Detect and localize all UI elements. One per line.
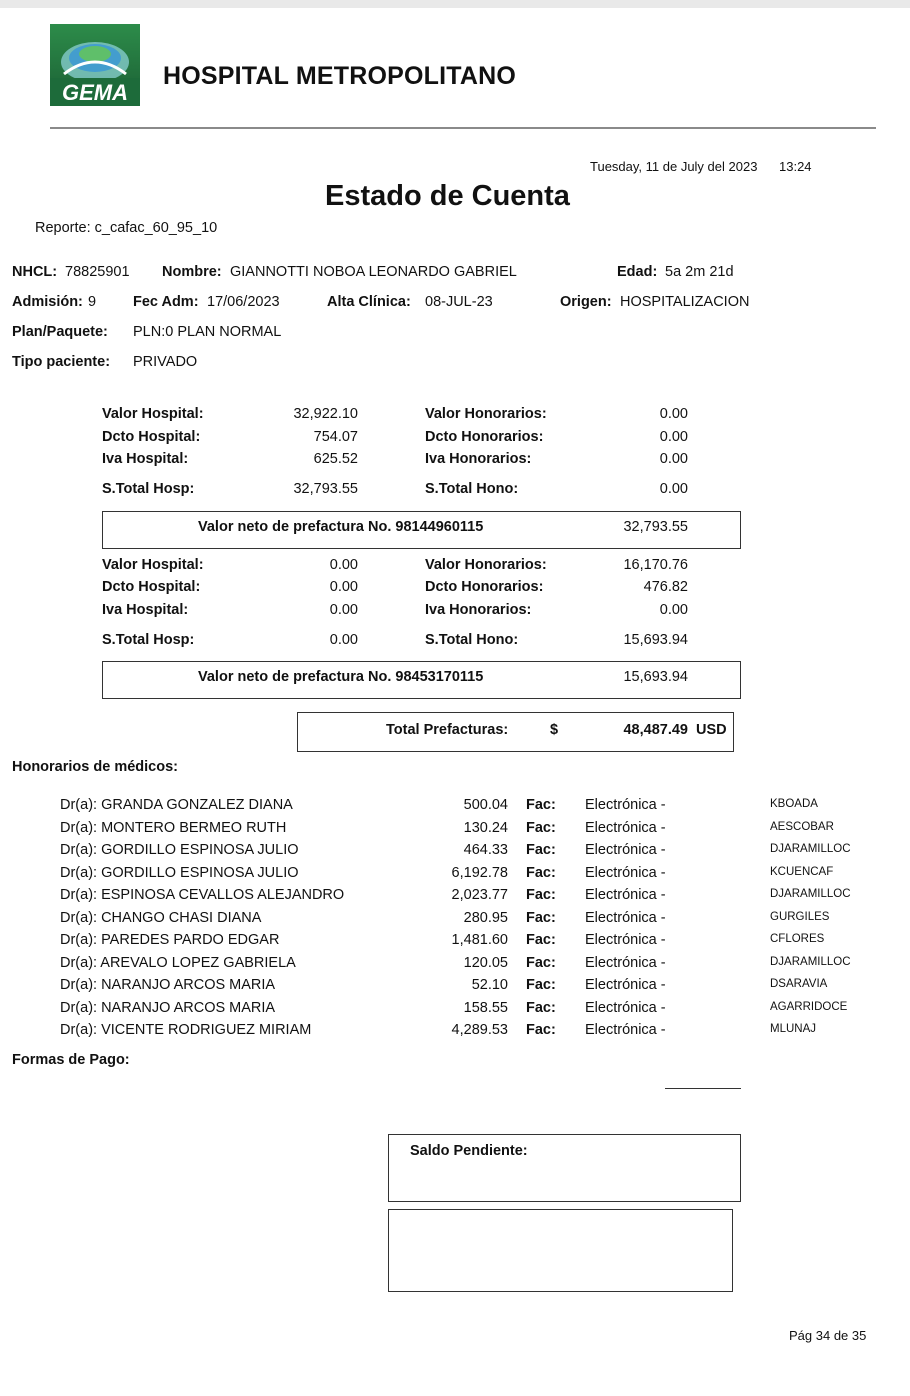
- origen-label: Origen:: [560, 294, 612, 310]
- honorario-tipo: Electrónica -: [585, 954, 666, 971]
- honorario-usuario: GURGILES: [770, 910, 830, 923]
- origen-value: HOSPITALIZACION: [620, 294, 750, 310]
- page-number: Pág 34 de 35: [789, 1328, 867, 1343]
- pf2-dcto-hospital: 0.00: [329, 579, 358, 595]
- honorario-fac-label: Fac:: [526, 887, 556, 903]
- honorario-fac-label: Fac:: [526, 797, 556, 813]
- honorario-monto: 2,023.77: [451, 887, 508, 903]
- alta-value: 08-JUL-23: [425, 294, 493, 310]
- honorario-monto: 130.24: [463, 819, 508, 836]
- honorario-medico: Dr(a): NARANJO ARCOS MARIA: [60, 977, 276, 993]
- honorario-tipo: Electrónica -: [585, 909, 666, 926]
- hospital-name: HOSPITAL METROPOLITANO: [163, 62, 517, 90]
- honorario-monto: 158.55: [463, 999, 508, 1016]
- honorario-fac-label: Fac:: [526, 977, 556, 993]
- pf2-dcto-hospital-label: Dcto Hospital:: [102, 579, 201, 595]
- formas-pago-title: Formas de Pago:: [12, 1052, 130, 1068]
- edad-value: 5a 2m 21d: [665, 264, 734, 280]
- honorario-fac-label: Fac:: [526, 932, 556, 948]
- pf1-iva-hospital-label: Iva Hospital:: [102, 451, 189, 467]
- pf1-neto-label: Valor neto de prefactura No. 98144960115: [198, 519, 484, 535]
- pf1-valor-hospital-label: Valor Hospital:: [102, 406, 204, 422]
- honorario-tipo: Electrónica -: [585, 864, 666, 881]
- total-currency-symbol: $: [550, 722, 559, 738]
- honorario-monto: 500.04: [463, 797, 508, 813]
- nhcl-label: NHCL:: [12, 264, 58, 280]
- pf1-valor-hospital: 32,922.10: [293, 406, 358, 422]
- honorario-monto: 4,289.53: [451, 1022, 508, 1038]
- honorario-fac-label: Fac:: [526, 864, 556, 881]
- report-date: Tuesday, 11 de July del 2023: [590, 159, 758, 174]
- honorario-usuario: AGARRIDOCE: [770, 1000, 848, 1013]
- honorario-fac-label: Fac:: [526, 999, 556, 1016]
- pf1-stotal-hosp-label: S.Total Hosp:: [102, 481, 195, 497]
- pf1-dcto-honorarios-label: Dcto Honorarios:: [425, 429, 544, 445]
- pf1-iva-honorarios: 0.00: [659, 451, 688, 467]
- total-label: Total Prefacturas:: [386, 722, 509, 738]
- honorario-medico: Dr(a): ESPINOSA CEVALLOS ALEJANDRO: [60, 887, 345, 903]
- pf1-dcto-hospital: 754.07: [313, 429, 358, 445]
- tipo-value: PRIVADO: [133, 354, 198, 370]
- honorario-tipo: Electrónica -: [585, 842, 666, 858]
- top-strip: [0, 0, 910, 8]
- pf1-valor-honorarios-label: Valor Honorarios:: [425, 406, 547, 422]
- pf2-valor-hospital-label: Valor Hospital:: [102, 557, 204, 573]
- pf2-neto-label: Valor neto de prefactura No. 98453170115: [198, 669, 484, 685]
- honorario-usuario: DSARAVIA: [770, 978, 828, 990]
- honorarios-title: Honorarios de médicos:: [12, 759, 178, 775]
- honorario-monto: 464.33: [463, 842, 508, 858]
- edad-label: Edad:: [617, 264, 658, 280]
- pf2-stotal-hono-label: S.Total Hono:: [425, 632, 519, 648]
- pf1-dcto-hospital-label: Dcto Hospital:: [102, 429, 201, 445]
- pf1-iva-honorarios-label: Iva Honorarios:: [425, 451, 532, 467]
- alta-label: Alta Clínica:: [327, 294, 411, 310]
- plan-value: PLN:0 PLAN NORMAL: [133, 324, 282, 340]
- pf1-stotal-hono: 0.00: [659, 481, 688, 497]
- saldo-label: Saldo Pendiente:: [410, 1143, 528, 1159]
- honorario-medico: Dr(a): GORDILLO ESPINOSA JULIO: [60, 864, 299, 881]
- honorario-usuario: DJARAMILLOC: [770, 888, 851, 900]
- honorario-medico: Dr(a): CHANGO CHASI DIANA: [60, 909, 262, 926]
- pf1-stotal-hono-label: S.Total Hono:: [425, 481, 519, 497]
- honorario-monto: 1,481.60: [451, 932, 508, 948]
- fec-adm-label: Fec Adm:: [133, 294, 199, 310]
- gema-logo: [50, 24, 140, 106]
- honorario-monto: 6,192.78: [451, 864, 508, 881]
- honorario-tipo: Electrónica -: [585, 999, 666, 1016]
- pf2-dcto-honorarios: 476.82: [643, 579, 688, 595]
- admision-label: Admisión:: [12, 294, 83, 310]
- total-value: 48,487.49: [623, 722, 688, 738]
- logo-text: GEMA: [62, 80, 128, 105]
- pf2-valor-honorarios: 16,170.76: [623, 557, 688, 573]
- pf1-valor-honorarios: 0.00: [659, 406, 688, 422]
- pf2-neto-value: 15,693.94: [623, 669, 688, 685]
- signature-line: [665, 1088, 741, 1089]
- report-time: 13:24: [779, 159, 812, 174]
- pf2-iva-honorarios-label: Iva Honorarios:: [425, 602, 532, 618]
- honorario-tipo: Electrónica -: [585, 797, 666, 813]
- honorario-tipo: Electrónica -: [585, 819, 666, 836]
- pf2-iva-hospital-label: Iva Hospital:: [102, 602, 189, 618]
- nhcl-value: 78825901: [65, 264, 130, 280]
- total-currency: USD: [696, 722, 727, 738]
- pf2-valor-honorarios-label: Valor Honorarios:: [425, 557, 547, 573]
- honorario-usuario: DJARAMILLOC: [770, 843, 851, 855]
- nombre-label: Nombre:: [162, 264, 222, 280]
- pf2-valor-hospital: 0.00: [329, 557, 358, 573]
- pf2-stotal-hosp: 0.00: [329, 632, 358, 648]
- honorario-tipo: Electrónica -: [585, 977, 666, 993]
- admision-value: 9: [88, 294, 97, 310]
- honorario-medico: Dr(a): MONTERO BERMEO RUTH: [60, 819, 287, 836]
- pf2-stotal-hono: 15,693.94: [623, 632, 688, 648]
- document-title: Estado de Cuenta: [325, 180, 570, 212]
- tipo-label: Tipo paciente:: [12, 354, 111, 370]
- honorario-usuario: AESCOBAR: [770, 820, 834, 833]
- honorario-tipo: Electrónica -: [585, 1022, 666, 1038]
- honorario-fac-label: Fac:: [526, 954, 556, 971]
- pf2-iva-hospital: 0.00: [329, 602, 358, 618]
- honorario-fac-label: Fac:: [526, 842, 556, 858]
- pf2-stotal-hosp-label: S.Total Hosp:: [102, 632, 195, 648]
- honorario-tipo: Electrónica -: [585, 932, 666, 948]
- honorario-medico: Dr(a): NARANJO ARCOS MARIA: [60, 999, 276, 1016]
- honorario-fac-label: Fac:: [526, 1022, 556, 1038]
- nombre-value: GIANNOTTI NOBOA LEONARDO GABRIEL: [230, 264, 517, 280]
- pf1-neto-value: 32,793.55: [623, 519, 688, 535]
- header-divider: [50, 127, 876, 129]
- honorario-usuario: DJARAMILLOC: [770, 955, 851, 968]
- honorario-medico: Dr(a): VICENTE RODRIGUEZ MIRIAM: [60, 1022, 312, 1038]
- plan-label: Plan/Paquete:: [12, 324, 108, 340]
- blank-box: [388, 1209, 733, 1292]
- honorario-tipo: Electrónica -: [585, 887, 666, 903]
- honorario-monto: 52.10: [471, 977, 508, 993]
- pf1-stotal-hosp: 32,793.55: [293, 481, 358, 497]
- honorario-fac-label: Fac:: [526, 909, 556, 926]
- honorario-usuario: KCUENCAF: [770, 865, 834, 878]
- honorario-medico: Dr(a): PAREDES PARDO EDGAR: [60, 932, 280, 948]
- pf1-dcto-honorarios: 0.00: [659, 429, 688, 445]
- honorario-medico: Dr(a): GRANDA GONZALEZ DIANA: [60, 797, 293, 813]
- fec-adm-value: 17/06/2023: [207, 294, 280, 310]
- honorario-monto: 280.95: [463, 909, 508, 926]
- honorario-usuario: MLUNAJ: [770, 1023, 817, 1035]
- pf2-dcto-honorarios-label: Dcto Honorarios:: [425, 579, 544, 595]
- honorario-medico: Dr(a): GORDILLO ESPINOSA JULIO: [60, 842, 299, 858]
- report-id: Reporte: c_cafac_60_95_10: [35, 220, 218, 236]
- honorario-fac-label: Fac:: [526, 819, 556, 836]
- pf1-iva-hospital: 625.52: [313, 451, 358, 467]
- honorario-medico: Dr(a): AREVALO LOPEZ GABRIELA: [60, 954, 296, 971]
- honorario-monto: 120.05: [463, 954, 508, 971]
- pf2-iva-honorarios: 0.00: [659, 602, 688, 618]
- honorario-usuario: CFLORES: [770, 933, 825, 945]
- honorario-usuario: KBOADA: [770, 798, 818, 810]
